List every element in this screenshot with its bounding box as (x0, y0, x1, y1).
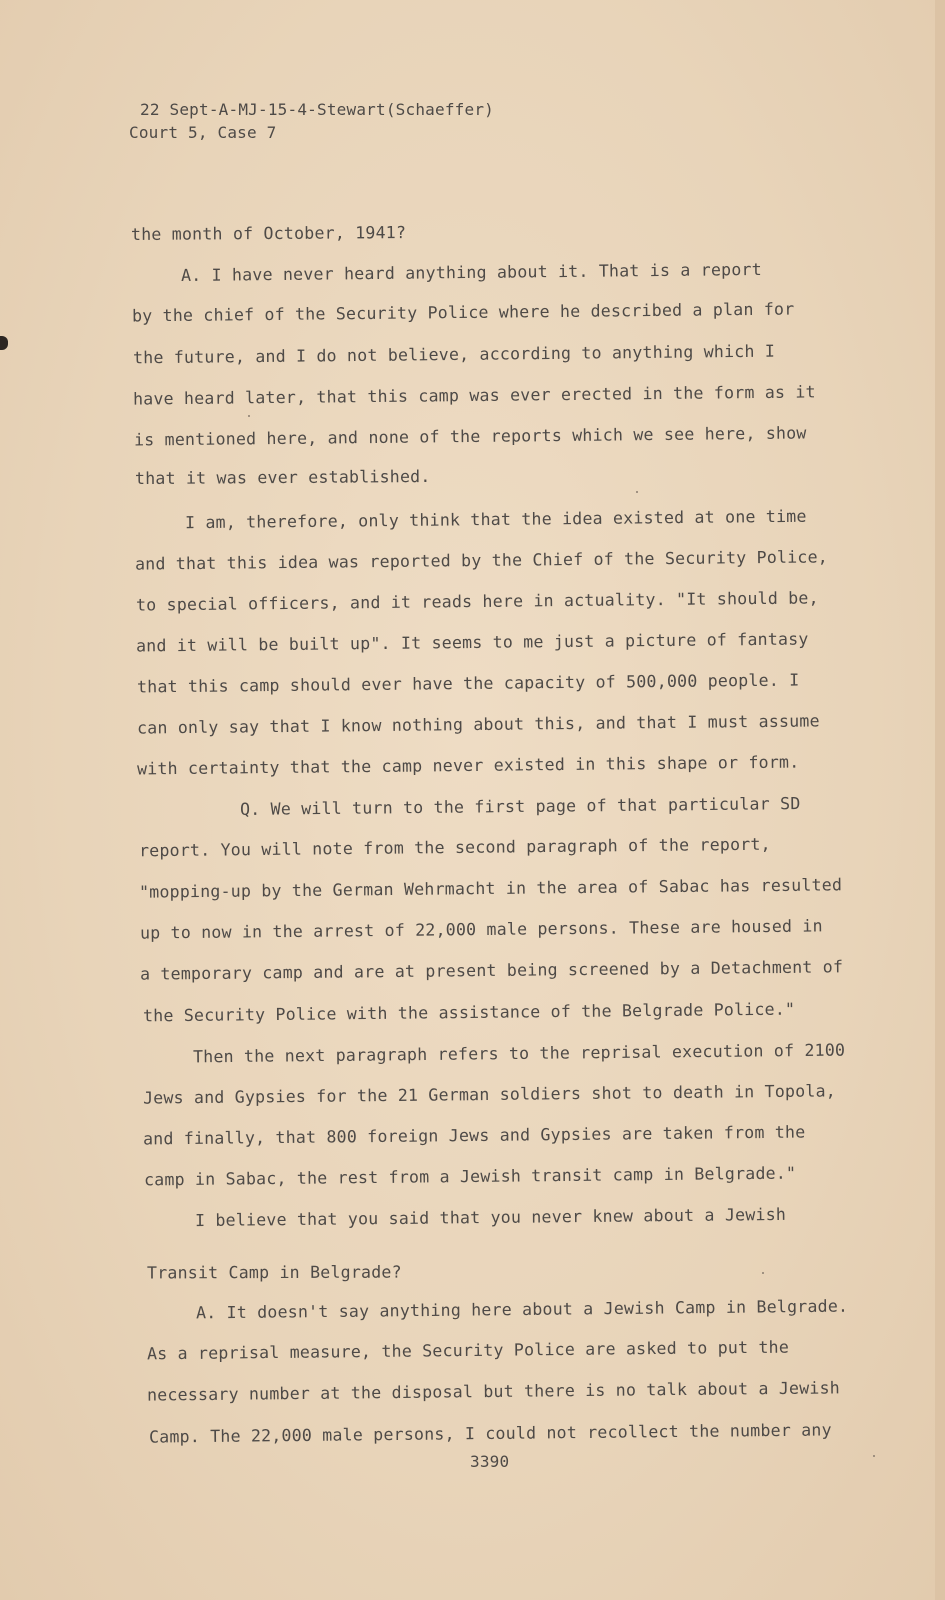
paper-speck (636, 491, 638, 493)
body-line: "mopping-up by the German Wehrmacht in the area of Sabac has resulted (138, 875, 843, 902)
body-line: Then the next paragraph refers to the reprisal execution of 2100 (192, 1040, 846, 1067)
body-line: A. It doesn't say anything here about a Jewish Camp in Belgrade. (195, 1296, 849, 1323)
body-line: I am, therefore, only think that the idea existed at one time (184, 506, 807, 533)
body-line: necessary number at the disposal but there is no talk about a Jewish (146, 1378, 841, 1405)
body-line: and it will be built up". It seems to me just a picture of fantasy (135, 629, 809, 656)
body-line: up to now in the arrest of 22,000 male persons. These are housed in (139, 916, 823, 943)
page-number: 3390 (470, 1452, 510, 1471)
body-line: Transit Camp in Belgrade? (146, 1262, 402, 1283)
paper-speck (873, 1455, 875, 1457)
body-line: by the chief of the Security Police where he described a plan for (131, 299, 795, 326)
body-line: is mentioned here, and none of the reports which we see here, show (133, 423, 807, 450)
body-line: the Security Police with the assistance of the Belgrade Police." (142, 999, 796, 1026)
body-line: A. I have never heard anything about it. That is a report (180, 259, 762, 286)
body-line: with certainty that the camp never existed in this shape or form. (136, 752, 800, 779)
body-line: the month of October, 1941? (130, 223, 407, 244)
body-line: a temporary camp and are at present being screened by a Detachment of (139, 957, 844, 984)
body-line: Jews and Gypsies for the 21 German soldiers shot to death in Topola, (142, 1081, 837, 1108)
body-line: to special officers, and it reads here in actuality. "It should be, (135, 588, 819, 615)
paper-speck (762, 1272, 764, 1274)
body-line: As a reprisal measure, the Security Police are asked to put the (146, 1337, 790, 1364)
body-line: that this camp should ever have the capacity of 500,000 people. I (136, 670, 800, 697)
body-line: Q. We will turn to the first page of that particular SD (239, 794, 801, 819)
paper-speck (248, 415, 250, 417)
body-line: Camp. The 22,000 male persons, I could not recollect the number any (148, 1420, 832, 1447)
body-line: have heard later, that this camp was ever erected in the form as it (132, 382, 816, 409)
header-line-1: 22 Sept-A-MJ-15-4-Stewart(Schaeffer) (140, 100, 494, 119)
body-line: camp in Sabac, the rest from a Jewish transit camp in Belgrade." (143, 1163, 797, 1190)
body-line: I believe that you said that you never knew about a Jewish (194, 1204, 787, 1231)
punch-hole-mark (0, 336, 8, 350)
body-line: and that this idea was reported by the Chief of the Security Police, (134, 547, 829, 574)
body-line: that it was ever established. (134, 466, 431, 489)
body-line: and finally, that 800 foreign Jews and Gypsies are taken from the (142, 1122, 806, 1149)
body-line: the future, and I do not believe, according to anything which I (132, 341, 776, 368)
header-line-2: Court 5, Case 7 (129, 123, 277, 142)
body-line: report. You will note from the second paragraph of the report, (138, 834, 771, 861)
body-line: can only say that I know nothing about this, and that I must assume (136, 711, 820, 738)
